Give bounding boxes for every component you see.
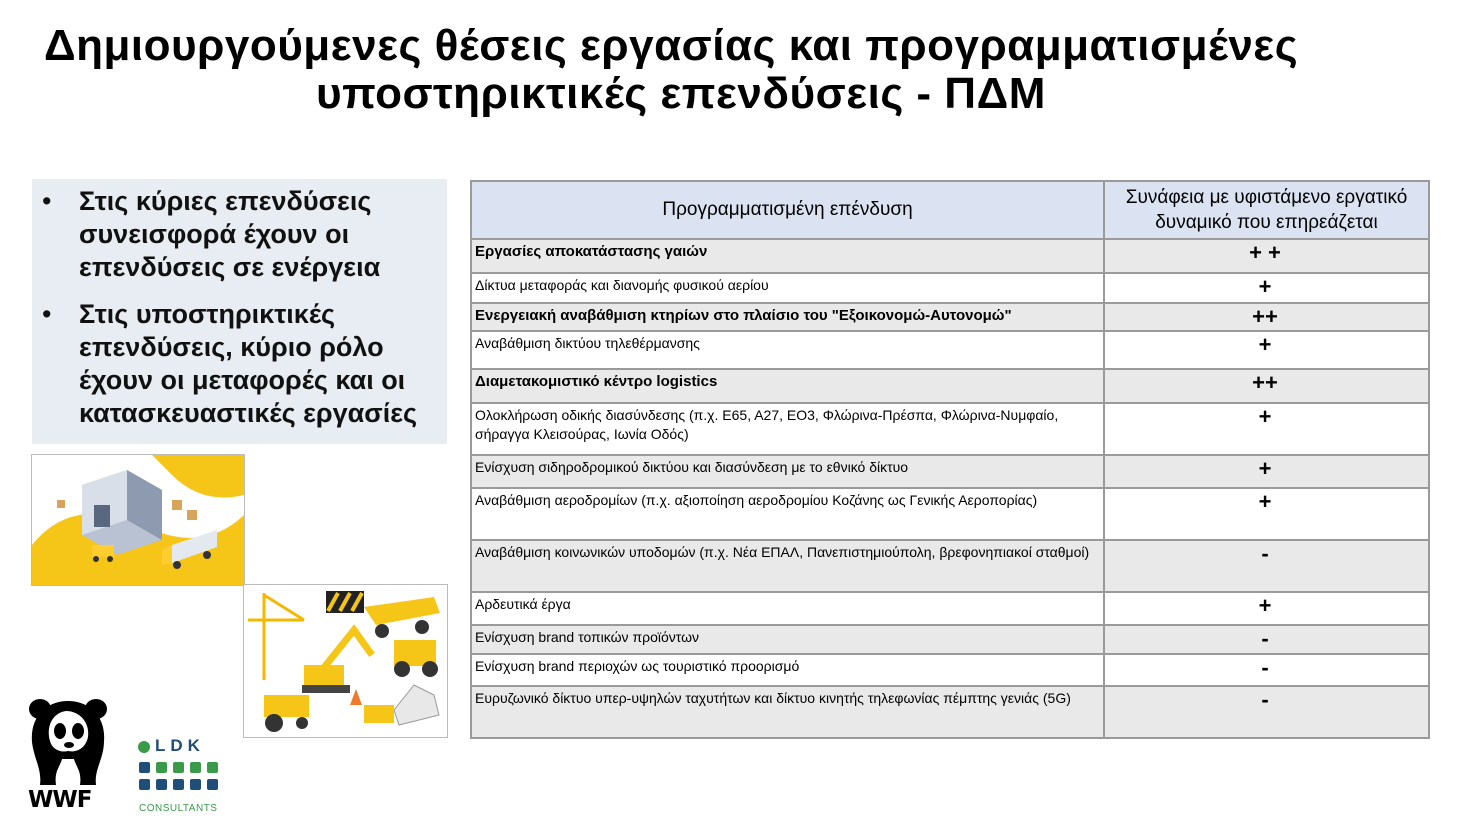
table-header-row — [471, 181, 1429, 239]
table-row — [471, 273, 1429, 303]
title-line-2: υποστηρικτικές επενδύσεις - ΠΔΜ — [316, 69, 1046, 118]
table-row — [471, 654, 1429, 686]
title-line-1: Δημιουργούμενες θέσεις εργασίας και προγραμματισμένες — [44, 21, 1299, 70]
investment-cell: Ενίσχυση brand περιοχών ως τουριστικό προορισμό — [471, 654, 1104, 686]
wwf-logo — [26, 697, 110, 817]
investment-cell: Αναβάθμιση δικτύου τηλεθέρμανσης — [471, 331, 1104, 369]
ldk-logo — [137, 736, 227, 818]
relevance-cell: + — [1104, 592, 1429, 625]
page-title — [0, 22, 1390, 118]
relevance-cell: + — [1104, 273, 1429, 303]
ldk-wordmark: LDK — [155, 736, 205, 755]
relevance-cell: ++ — [1104, 369, 1429, 403]
investment-cell: Δίκτυα μεταφοράς και διανομής φυσικού αερίου — [471, 273, 1104, 303]
table-row — [471, 331, 1429, 369]
investment-cell: Διαμετακομιστικό κέντρο logistics — [471, 369, 1104, 403]
ldk-subtitle: CONSULTANTS — [139, 803, 218, 814]
investment-cell: Αρδευτικά έργα — [471, 592, 1104, 625]
bullet-item — [42, 185, 437, 284]
relevance-cell: + + — [1104, 239, 1429, 273]
relevance-cell: + — [1104, 331, 1429, 369]
table-row — [471, 488, 1429, 540]
column-header-investment: Προγραμματισμένη επένδυση — [471, 181, 1104, 239]
relevance-cell: - — [1104, 686, 1429, 738]
investment-cell: Ευρυζωνικό δίκτυο υπερ-υψηλών ταχυτήτων και δίκτυο κινητής τηλεφωνίας πέμπτης γενιάς (5G) — [471, 686, 1104, 738]
bullet-item — [42, 298, 437, 430]
bullet-text: Στις κύριες επενδύσεις συνεισφορά έχουν οι επενδύσεις σε ενέργεια — [79, 186, 381, 282]
construction-illustration — [243, 584, 448, 738]
bullet-box — [32, 179, 447, 444]
column-header-relevance: Συνάφεια με υφιστάμενο εργατικό δυναμικό που επηρεάζεται — [1104, 181, 1429, 239]
relevance-cell: + — [1104, 488, 1429, 540]
investment-cell: Ενίσχυση σιδηροδρομικού δικτύου και διασύνδεση με το εθνικό δίκτυο — [471, 455, 1104, 488]
table-row — [471, 686, 1429, 738]
investment-cell: Ενίσχυση brand τοπικών προϊόντων — [471, 625, 1104, 654]
relevance-cell: + — [1104, 403, 1429, 455]
investment-cell: Ολοκλήρωση οδικής διασύνδεσης (π.χ. Ε65, Α27, ΕΟ3, Φλώρινα-Πρέσπα, Φλώρινα-Νυμφαίο, σήραγγα Κλεισούρας, Ιωνία Οδός) — [471, 403, 1104, 455]
bullet-text: Στις υποστηρικτικές επενδύσεις, κύριο ρόλο έχουν οι μεταφορές και οι κατασκευαστικές εργασίες — [79, 299, 418, 428]
table-row — [471, 625, 1429, 654]
relevance-cell: + — [1104, 455, 1429, 488]
investment-cell: Αναβάθμιση αεροδρομίων (π.χ. αξιοποίηση αεροδρομίου Κοζάνης ως Γενικής Αεροπορίας) — [471, 488, 1104, 540]
table-row — [471, 369, 1429, 403]
wwf-wordmark: WWF — [28, 787, 92, 813]
table-row — [471, 239, 1429, 273]
bullet-dot: • — [42, 186, 52, 216]
table-row — [471, 592, 1429, 625]
relevance-cell: - — [1104, 625, 1429, 654]
investment-table — [470, 180, 1430, 739]
table-row — [471, 303, 1429, 331]
relevance-cell: ++ — [1104, 303, 1429, 331]
investment-cell: Εργασίες αποκατάστασης γαιών — [471, 239, 1104, 273]
logistics-illustration — [31, 454, 245, 586]
relevance-cell: - — [1104, 654, 1429, 686]
table-row — [471, 455, 1429, 488]
bullet-dot: • — [42, 299, 52, 329]
investment-cell: Ενεργειακή αναβάθμιση κτηρίων στο πλαίσιο του "Εξοικονομώ-Αυτονομώ" — [471, 303, 1104, 331]
relevance-cell: - — [1104, 540, 1429, 592]
table-row — [471, 403, 1429, 455]
table-row — [471, 540, 1429, 592]
investment-cell: Αναβάθμιση κοινωνικών υποδομών (π.χ. Νέα ΕΠΑΛ, Πανεπιστημιούπολη, βρεφονηπιακοί σταθμοί) — [471, 540, 1104, 592]
